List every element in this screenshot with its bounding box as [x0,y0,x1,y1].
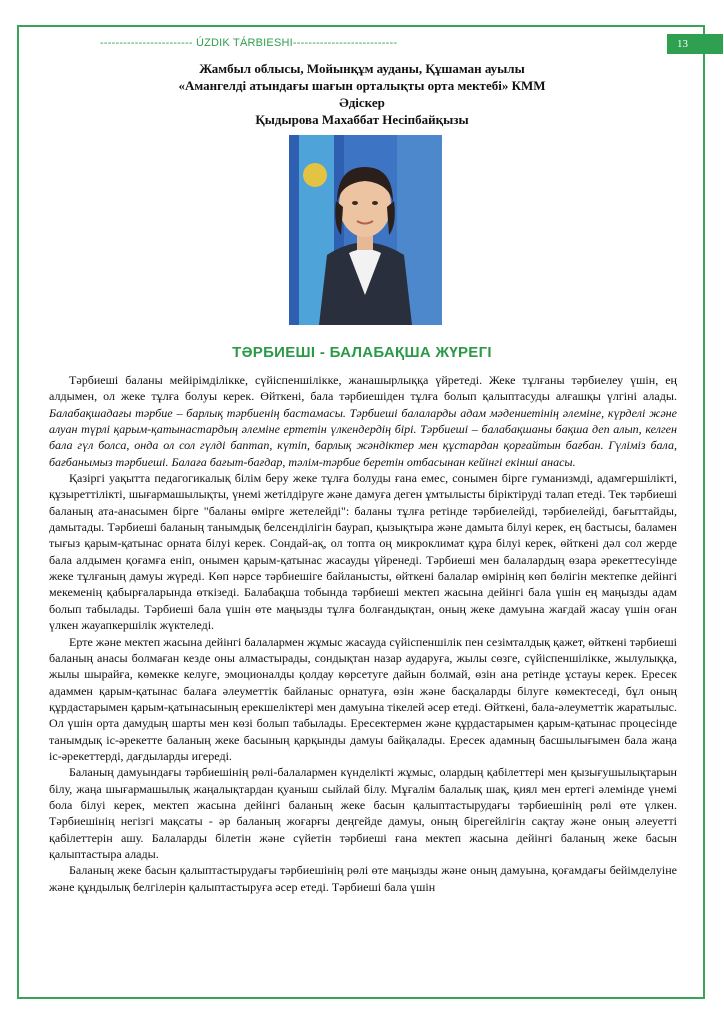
paragraph-1 [49,372,677,470]
running-header: ------------------------ ÚZDIK TÁRBIESHI--------------------------- [100,37,398,49]
author-block [60,60,664,128]
paragraph-2: Қазіргі уақытта педагогикалық білім беру жеке тұлға болуды ғана емес, сонымен бірге гуманизмді, адамгершілікті, құзыреттілікті, шығармашылықты, үнемі жетілдіруге және дамуға деген ұмтылысты біріктіруді талап етеді. Тек тәрбиеші баланың ата-анасымен бірге "баланы өмірге жетелейді": баланы тұлға ретінде тәрбиелейді, тәрбиелейді, бағыттайды, дамытады. Тәрбиеші баланың танымдық белсенділігін баурап, қызықтыра және дамыта білуі керек, ең бастысы, баламен тығыз қарым-қатынас орната білуі керек. Сондай-ақ, ол топта оң микроклимат құра білуі керек, өйткені дәл сол жерде бала алдымен қоғамға еніп, онымен қарым-қатынас жасауды үйренеді. Тәрбиеші мен балалардың өзара әрекеттесуінде жеке тұлғаның дамуы жүреді. Көп нәрсе тәрбиешіге байланысты, өйткені балалар өмірінің көп бөлігін мектепке дейінгі мекеменің қабырғаларында өткізеді. Балабақша тобында тәрбиеші мектеп жасына дейінгі бала үшін ең маңызды адам болып табылады. Тәрбиеші бала үшін өте маңызды тұлға болғандықтан, оның жеке дамуына жағдай жасау үшін оған үлкен жауапкершілік жүктеледі. [49,471,677,633]
author-photo [289,135,442,325]
page-number: 13 [667,34,723,54]
paragraph-1-italic: Балабақшадағы тәрбие – барлық тәрбиенің бастамасы. Тәрбиеші балаларды адам мәдениетінің әлеміне, күрделі және алуан түрлі қарым-қатынастардың әлеміне ертетін үлкендердің бірі. Тәрбиеші – балабақшаны бақша деп алып, келген бала гүл болса, онда ол сол гүлді баптап, күтіп, барлық жәндіктер мен құстардан қорғайтын бағбан. Гүліміз бала, бағбанымыз тәрбиеші. Балаға бағыт-бағдар, тәлім-тәрбие беретін отбасынан кейінгі екінші анасы. [49,405,677,469]
author-position: Әдіскер [339,95,385,110]
paragraph-3: Ерте және мектеп жасына дейінгі балалармен жұмыс жасауда сүйіспеншілік пен сезімталдық қажет, өйткені тәрбиеші баланың анасы болмаған кезде оны алмастырады, сондықтан назар аударуға, жылы сөзге, сүйіспеншілікке, жылулыққа, жылы шырайға, көмекке келуге, эмоционалды қолдау көрсетуге дайын болмай, өзін ана ретінде ұстауы керек. Ересек адаммен қарым-қатынас балаға әлеуметтік байланыс орнатуға, өзін және басқаларды білуге көмектеседі, бұл оның құрдастарымен қарым-қатынасының ерекшеліктері мен дамуына тікелей әсер етеді. Өйткені, бала-әлеуметтік жаратылыс. Ол үшін орта дамудың шарты мен көзі болып табылады. Ересектермен және құрдастарымен қарым-қатынас процесінде танымдық іс-әрекетте баланың жеке басының қарқынды дамуы байқалады. Ересек адамның басшылығымен бала жаңа іс-әрекеттерді, дағдыларды игереді. [49,634,677,763]
article-title: ТӘРБИЕШІ - БАЛАБАҚША ЖҮРЕГІ [232,344,492,361]
paragraph-5: Баланың жеке басын қалыптастырудағы тәрбиешінің рөлі өте маңызды және оның дамуына, қоғамдағы бейімделуіне және құндылық белгілерін қалыптастыруға әсер етеді. Тәрбиеші бала үшін [49,863,677,894]
author-location: Жамбыл облысы, Мойынқұм ауданы, Құшаман ауылы [199,61,525,76]
article-body [49,372,677,895]
author-school: «Амангелді атындағы шағын орталықты орта мектебі» КММ [178,78,546,93]
paragraph-1-plain: Тәрбиеші баланы мейірімділікке, сүйіспеншілікке, жанашырлыққа үйретеді. Жеке тұлғаны тәрбиелеу үшін, ең алдымен, ол жеке тұлға болуы керек. Өйткені, бала тәрбиешіден тұлға болып қалыптасуды алғашқы үлгіні алады. [49,373,677,404]
portrait-illustration [289,135,442,325]
author-name: Қыдырова Махаббат Несіпбайқызы [255,112,469,127]
paragraph-4: Баланың дамуындағы тәрбиешінің рөлі-балалармен күнделікті жұмыс, олардың қабілеттері мен қызығушылықтарын білу, жаңа шығармашылық жаңалықтардан қуаныш сыйлай білу. Мұғалім балалық шақ, қиял мен ертегі әлемінде үнемі бола білуі керек, мектеп жасына дейінгі баланың жеке басын қалыптастырудағы тәрбиешінің рөлі өте үлкен. Тәрбиешінің негізгі мақсаты - әр баланың жоғарғы деңгейде дамуы, оның бірегейлігін сақтау және оның әлеуетті қабілеттерін ашу. Балаларды білетін және сүйетін тәрбиеші ғана мектеп жасына дейінгі баланың жеке басын қалыптастыра алады. [49,765,677,861]
